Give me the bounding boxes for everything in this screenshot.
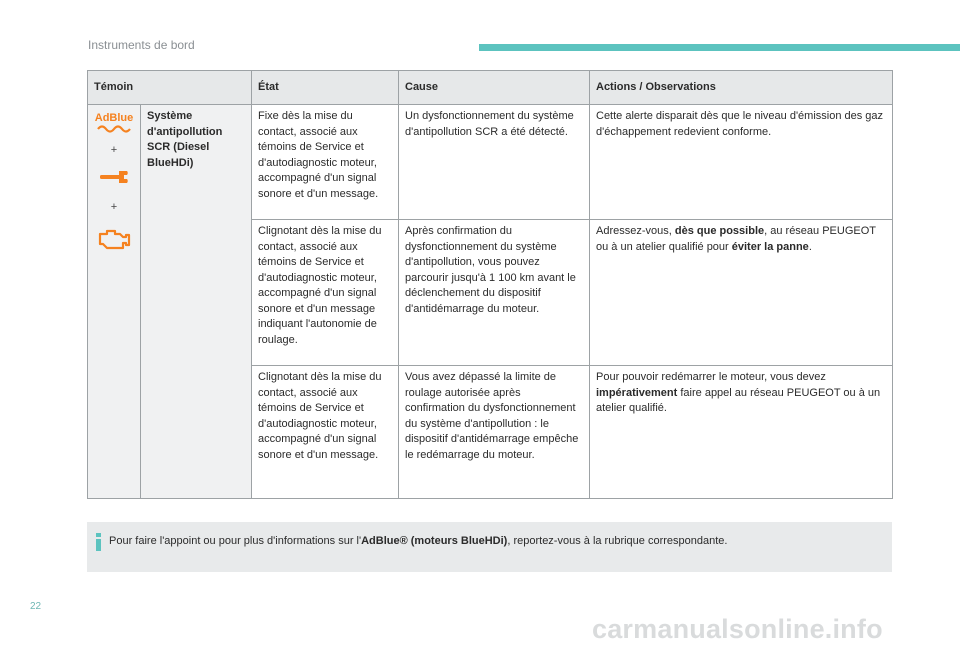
actions-text: Pour pouvoir redémarrer le moteur, vous devez [596,371,826,383]
wrench-icon [97,169,131,185]
section-title: Instruments de bord [88,38,195,52]
warning-light-table [87,70,893,499]
note-text-part: Pour faire l'appoint ou pour plus d'informations sur l' [109,535,362,547]
actions-emphasis: impérativement [596,386,678,399]
table-header-row [88,71,893,105]
actions-text: faire appel au réseau PEUGEOT ou à un atelier qualifié. [596,386,881,414]
system-name: Système d'antipollution SCR (Diesel BlueHDi) [147,110,223,169]
note-text-part: , reportez-vous à la rubrique correspondante. [507,535,728,547]
actions-text: . [808,240,812,253]
table-row [88,105,893,220]
column-header-etat: État [252,71,399,105]
page-number: 22 [30,601,42,612]
adblue-icon-label: AdBlue [94,112,134,124]
adblue-icon [94,109,134,133]
plus-sign: + [110,201,118,213]
etat-cell: Clignotant dès la mise du contact, associé aux témoins de Service et d'autodiagnostic moteur, accompagné d'un signal sonore et d'un message. [252,366,399,499]
actions-cell: Cette alerte disparait dès que le niveau d'émission des gaz d'échappement redevient conforme. [590,105,893,220]
etat-cell: Clignotant dès la mise du contact, associé aux témoins de Service et d'autodiagnostic moteur, accompagné d'un signal sonore et d'un message indiquant l'autonomie de roulage. [252,220,399,366]
warning-icons-cell [88,105,141,499]
section-accent-bar [479,44,960,51]
actions-emphasis: éviter la panne [731,240,809,253]
plus-sign: + [110,144,118,156]
actions-cell [590,220,893,366]
actions-text: , au réseau PEUGEOT ou à un atelier qualifié pour [596,225,876,253]
column-header-temoin: Témoin [88,71,252,105]
actions-text: Adressez-vous, [596,225,675,237]
cause-cell: Après confirmation du dysfonctionnement du système d'antipollution, vous pouvez parcourir jusqu'à 1 100 km avant le déclenchement du dispositif d'antidémarrage du moteur. [399,220,590,366]
system-name-cell [141,105,252,499]
engine-icon [96,226,132,252]
note-text [109,535,727,547]
watermark: carmanualsonline.info [592,614,883,644]
column-header-cause: Cause [399,71,590,105]
column-header-actions: Actions / Observations [590,71,893,105]
actions-cell [590,366,893,499]
info-note [87,522,892,572]
info-icon [95,533,103,551]
note-link-adblue: AdBlue® (moteurs BlueHDi) [361,535,508,547]
etat-cell: Fixe dès la mise du contact, associé aux témoins de Service et d'autodiagnostic moteur, accompagné d'un signal sonore et d'un message. [252,105,399,220]
cause-cell: Vous avez dépassé la limite de roulage autorisée après confirmation du dysfonctionnement du système d'antipollution : le dispositif d'antidémarrage empêche le redémarrage du moteur. [399,366,590,499]
actions-emphasis: dès que possible [674,225,765,237]
cause-cell: Un dysfonctionnement du système d'antipollution SCR a été détecté. [399,105,590,220]
